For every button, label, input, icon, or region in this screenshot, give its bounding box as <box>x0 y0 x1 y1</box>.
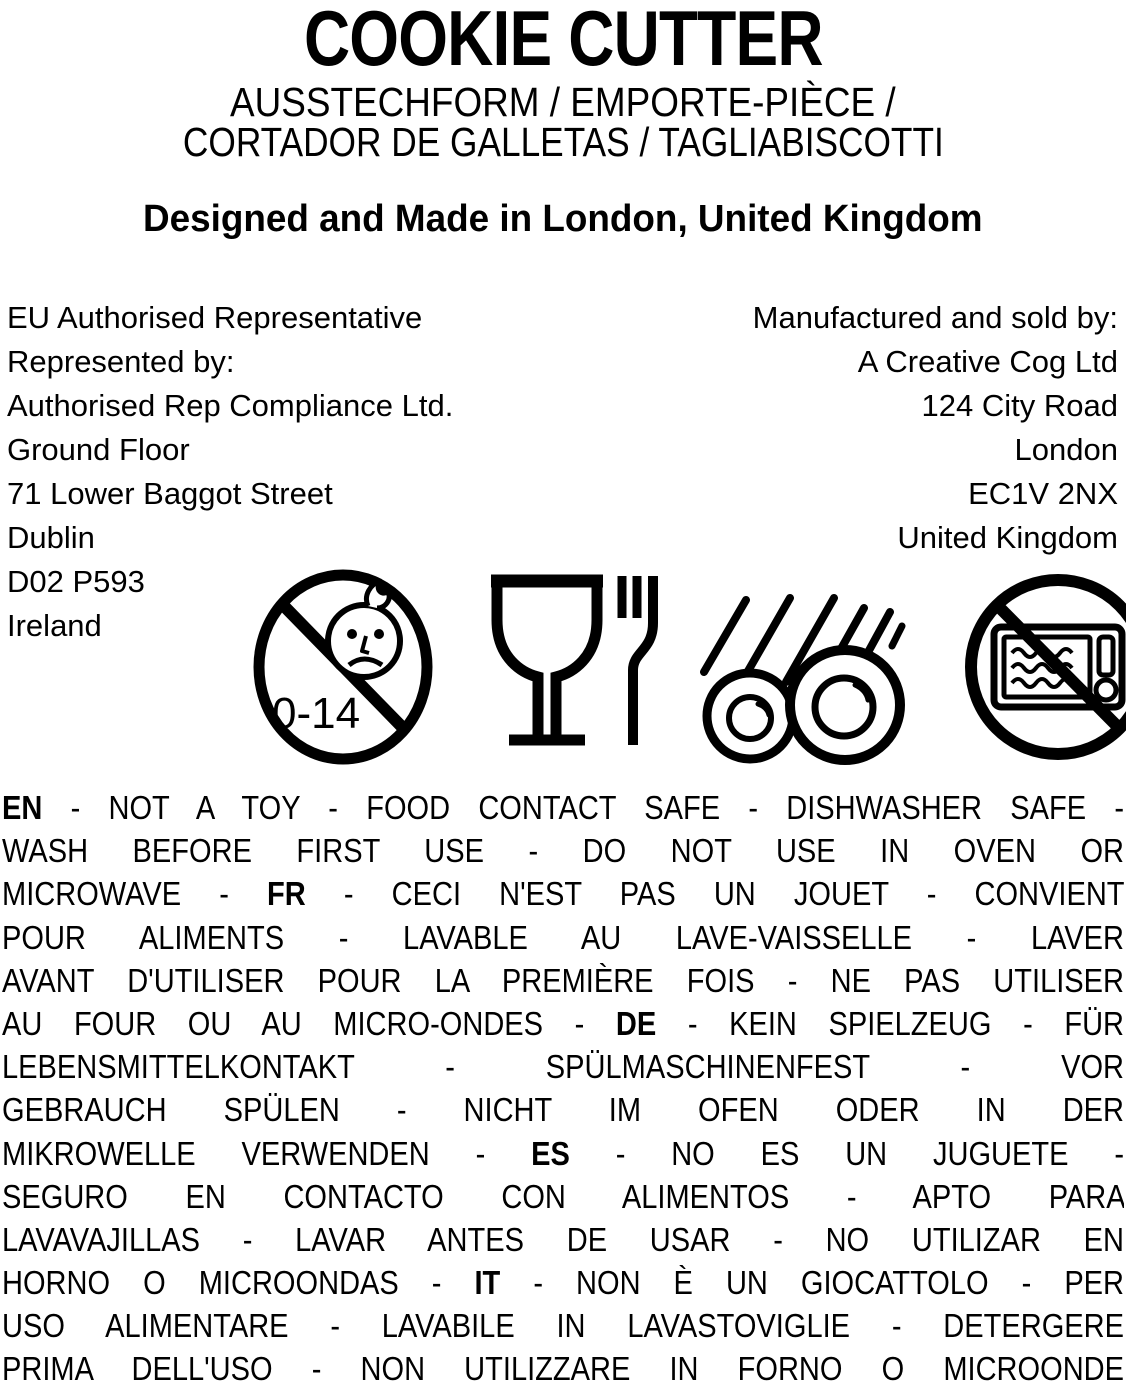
subtitle-line-1: AUSSTECHFORM / EMPORTE-PIÈCE / <box>230 79 896 125</box>
safety-line <box>2 1218 1124 1261</box>
lang-code-en: EN <box>2 789 43 826</box>
age-range-label: 0-14 <box>272 689 361 738</box>
lang-code-it: IT <box>474 1264 501 1302</box>
lang-code-de: DE <box>615 1004 657 1042</box>
safety-segment: MICROWAVE - <box>2 875 268 913</box>
page-title-text: COOKIE CUTTER <box>303 0 823 82</box>
safety-segment: - CECI N'EST PAS UN JOUET - CONVIENT <box>305 875 1124 913</box>
safety-segment: WASH BEFORE FIRST USE - DO NOT USE IN OVEN OR <box>2 832 1124 870</box>
safety-line <box>2 1002 1124 1045</box>
safety-segment: - NON È UN GIOCATTOLO - PER <box>500 1264 1124 1302</box>
safety-line <box>2 786 1124 829</box>
safety-line <box>2 1175 1124 1218</box>
safety-line <box>2 872 1124 915</box>
eu-rep-line: Dublin <box>7 520 95 555</box>
safety-line <box>2 959 1124 1002</box>
manufacturer-line: London <box>1014 432 1118 467</box>
safety-segment: HORNO O MICROONDAS - <box>2 1264 475 1302</box>
subtitle <box>0 79 1126 165</box>
safety-segment: AU FOUR OU AU MICRO-ONDES - <box>2 1004 616 1042</box>
header <box>0 0 1126 238</box>
safety-text <box>2 786 1124 1391</box>
safety-segment: LEBENSMITTELKONTAKT - SPÜLMASCHINENFEST - VOR <box>2 1048 1124 1086</box>
safety-segment: - NO ES UN JUGUETE - <box>569 1134 1124 1172</box>
manufacturer-line: United Kingdom <box>897 520 1118 555</box>
safety-segment: SEGURO EN CONTACTO CON ALIMENTOS - APTO PARA <box>2 1177 1124 1215</box>
safety-segment: - NOT A TOY - FOOD CONTACT SAFE - DISHWASHER SAFE - <box>42 789 1124 826</box>
safety-segment: MIKROWELLE VERWENDEN - <box>2 1134 532 1172</box>
eu-rep-line: D02 P593 <box>7 564 145 599</box>
safety-line <box>2 1132 1124 1175</box>
manufacturer-line: A Creative Cog Ltd <box>857 344 1118 379</box>
made-in-line: Designed and Made in London, United Kingdom <box>143 198 983 240</box>
food-safe-icon <box>482 568 668 766</box>
no-microwave-icon <box>960 568 1126 766</box>
subtitle-line-2: CORTADOR DE GALLETAS / TAGLIABISCOTTI <box>182 119 944 165</box>
safety-line <box>2 829 1124 872</box>
safety-segment: POUR ALIMENTS - LAVABLE AU LAVE-VAISSELLE - LAVER <box>2 918 1124 956</box>
safety-line <box>2 1088 1124 1131</box>
safety-icons-row <box>252 568 1126 766</box>
eu-rep-line: Authorised Rep Compliance Ltd. <box>7 388 454 423</box>
lang-code-fr: FR <box>267 875 306 912</box>
eu-rep-line: Represented by: <box>7 344 235 379</box>
eu-rep-line: Ground Floor <box>7 432 190 467</box>
safety-segment: LAVAVAJILLAS - LAVAR ANTES DE USAR - NO UTILIZAR EN <box>2 1220 1124 1258</box>
safety-segment: AVANT D'UTILISER POUR LA PREMIÈRE FOIS - NE PAS UTILISER <box>2 961 1124 999</box>
lang-code-es: ES <box>531 1134 570 1172</box>
eu-rep-line: Ireland <box>7 608 102 643</box>
safety-segment: - KEIN SPIELZEUG - FÜR <box>656 1004 1124 1042</box>
manufacturer-line: EC1V 2NX <box>968 476 1118 511</box>
age-warning-icon <box>252 568 434 766</box>
dishwasher-safe-icon <box>694 568 922 766</box>
safety-line <box>2 1261 1124 1304</box>
eu-rep-line: EU Authorised Representative <box>7 300 423 335</box>
eu-rep-line: 71 Lower Baggot Street <box>7 476 333 511</box>
safety-line <box>2 1304 1124 1347</box>
print-artifact <box>270 872 276 887</box>
manufacturer-line: Manufactured and sold by: <box>752 300 1118 335</box>
safety-line <box>2 1045 1124 1088</box>
page-title <box>0 0 1126 82</box>
safety-line <box>2 916 1124 959</box>
safety-segment: USO ALIMENTARE - LAVABILE IN LAVASTOVIGLIE - DETERGERE <box>2 1307 1124 1345</box>
safety-segment: PRIMA DELL'USO - NON UTILIZZARE IN FORNO O MICROONDE <box>2 1350 1124 1388</box>
manufacturer-block <box>753 296 1118 560</box>
safety-line <box>2 1347 1124 1390</box>
safety-segment: GEBRAUCH SPÜLEN - NICHT IM OFEN ODER IN DER <box>2 1091 1124 1129</box>
manufacturer-line: 124 City Road <box>921 388 1118 423</box>
